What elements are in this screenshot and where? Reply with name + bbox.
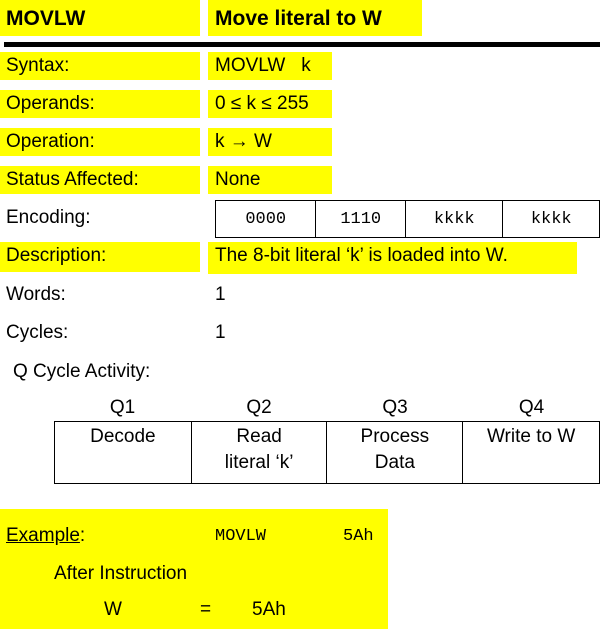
encoding-cell: kkkk [406, 201, 503, 238]
after-instruction-label: After Instruction [54, 563, 188, 584]
example-colon: : [79, 525, 86, 546]
operands-value: 0 ≤ k ≤ 255 [208, 90, 332, 118]
example-label-wrap [6, 522, 85, 549]
q-cycle-cell [463, 422, 600, 484]
operation-value: k → W [208, 128, 332, 156]
q-cycle-table [54, 421, 600, 484]
status-affected-label: Status Affected: [0, 166, 200, 194]
q-cycle-cell-line: Data [374, 452, 415, 473]
syntax-label: Syntax: [0, 52, 200, 80]
q-cycle-header: Q4 [518, 397, 545, 418]
encoding-label: Encoding: [6, 207, 91, 228]
q-cycle-cell [55, 422, 192, 484]
description-label: Description: [0, 242, 200, 272]
q-cycle-cell-line: literal ‘k’ [224, 452, 294, 473]
example-operand: 5Ah [343, 527, 374, 546]
q-cycle-label: Q Cycle Activity: [13, 361, 151, 382]
q-cycle-header: Q1 [109, 397, 136, 418]
q-cycle-cell [327, 422, 463, 484]
words-label: Words: [6, 284, 66, 305]
q-cycle-header: Q3 [382, 397, 408, 418]
encoding-cell: 0000 [216, 201, 316, 238]
q-cycle-cell [191, 422, 327, 484]
result-register: W [104, 599, 122, 620]
header-rule [4, 42, 600, 47]
q-cycle-cell-line: Write to W [486, 426, 576, 447]
words-value: 1 [215, 284, 226, 305]
example-label: Example [6, 525, 80, 546]
operation-label: Operation: [0, 128, 200, 156]
q-cycle-cell-line: Process [360, 426, 430, 447]
status-affected-value: None [208, 166, 332, 194]
result-value: 5Ah [252, 599, 286, 620]
encoding-cell: 1110 [316, 201, 406, 238]
q-cycle-header: Q2 [246, 397, 272, 418]
operands-label: Operands: [0, 90, 200, 118]
encoding-cell: kkkk [503, 201, 600, 238]
result-equals: = [200, 599, 212, 620]
cycles-label: Cycles: [6, 322, 69, 343]
description-value: The 8-bit literal ‘k’ is loaded into W. [208, 242, 577, 274]
instruction-mnemonic: MOVLW [6, 7, 86, 30]
q-cycle-cell-line: Read [236, 426, 282, 447]
encoding-table [215, 200, 600, 238]
syntax-value: MOVLW k [208, 52, 332, 80]
cycles-value: 1 [215, 322, 226, 343]
q-cycle-cell-line: Decode [90, 426, 156, 447]
q-cycle-row [55, 422, 600, 484]
instruction-title: Move literal to W [215, 7, 382, 30]
example-instruction: MOVLW [215, 527, 267, 546]
encoding-row [216, 201, 600, 238]
